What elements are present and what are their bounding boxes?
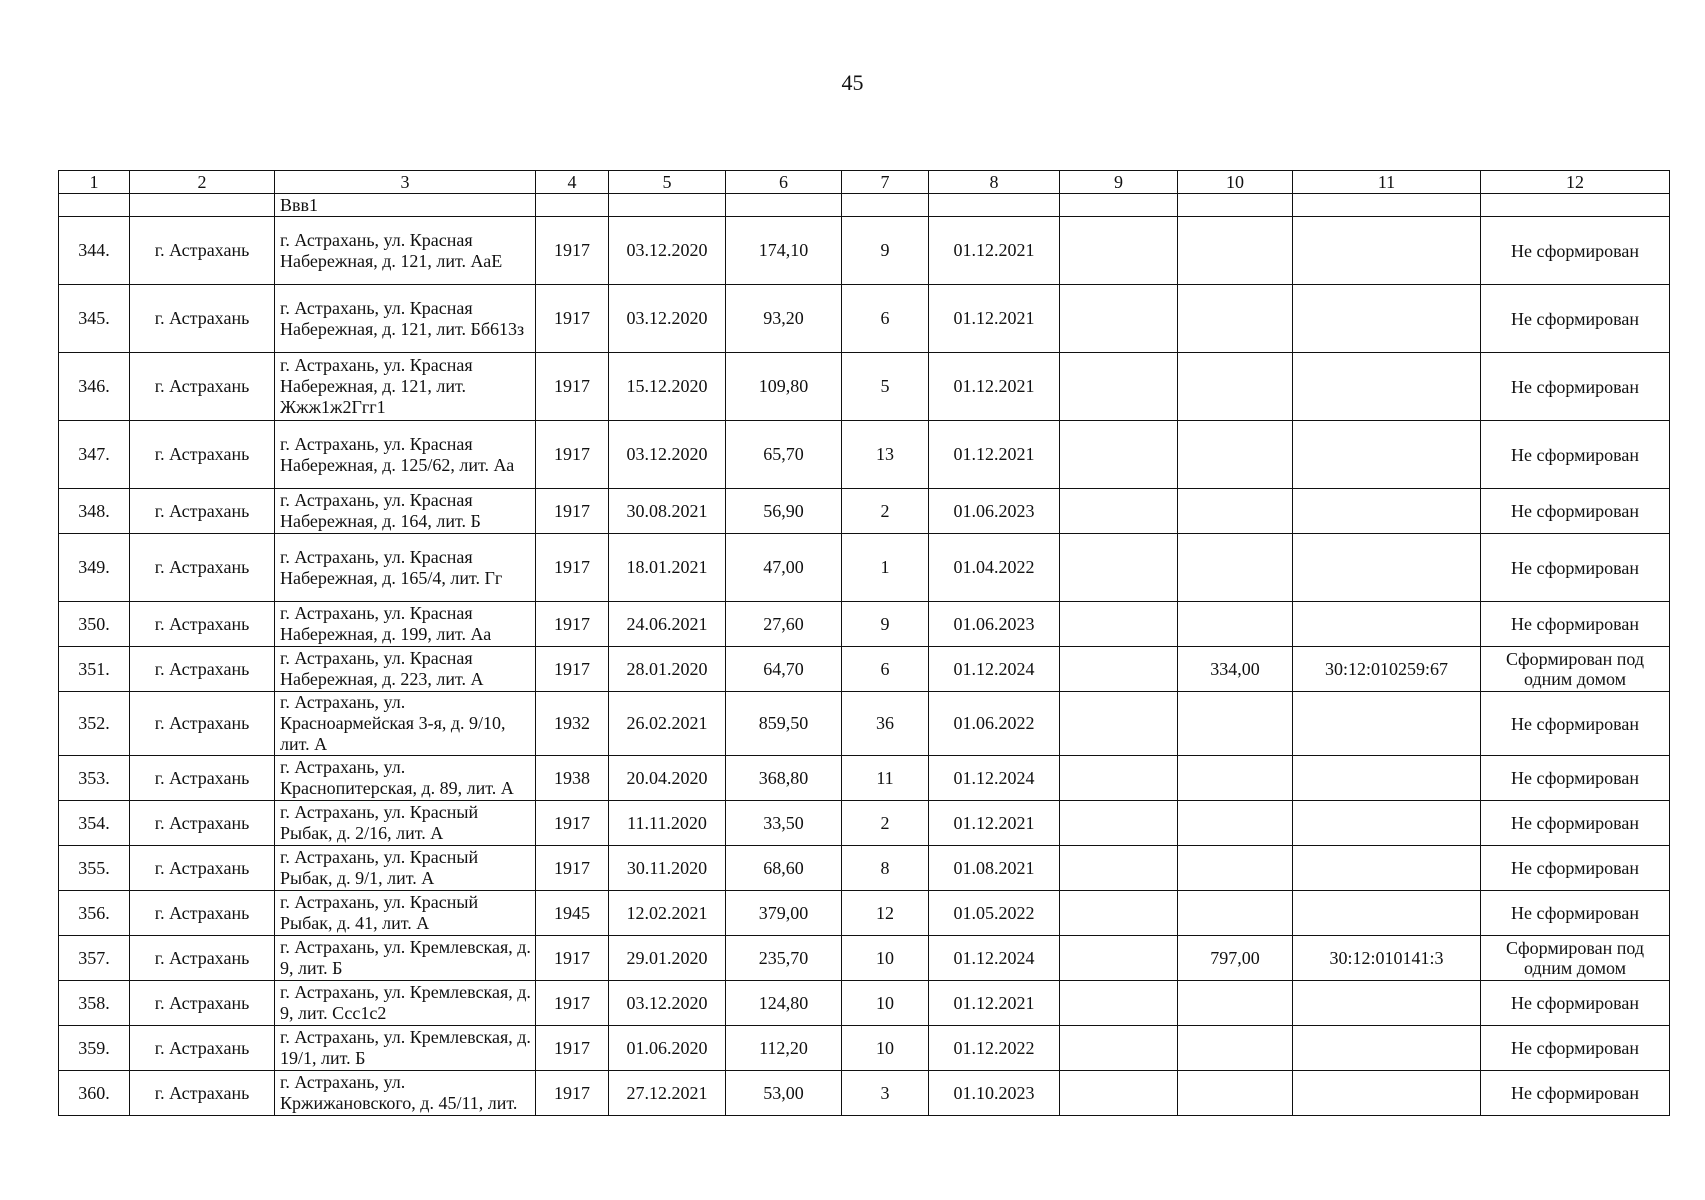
column-9-cell [1060, 1026, 1178, 1071]
date-cell: 03.12.2020 [609, 217, 726, 285]
area-cell: 124,80 [726, 981, 842, 1026]
row-number-cell: 355. [59, 846, 130, 891]
column-9-cell [1060, 217, 1178, 285]
date-cell: 03.12.2020 [609, 981, 726, 1026]
land-area-cell [1178, 217, 1293, 285]
cadastral-number-cell [1293, 801, 1481, 846]
cadastral-number-cell [1293, 1026, 1481, 1071]
cadastral-number-cell [1293, 756, 1481, 801]
count-cell: 12 [842, 891, 929, 936]
city-cell: г. Астрахань [130, 489, 275, 534]
address-cell: г. Астрахань, ул. Красная Набережная, д. 125/62, лит. Аа [275, 421, 536, 489]
cadastral-number-cell [1293, 602, 1481, 647]
count-cell: 6 [842, 647, 929, 692]
column-header: 6 [726, 171, 842, 194]
date-cell: 15.12.2020 [609, 353, 726, 421]
year-cell: 1917 [536, 421, 609, 489]
year-cell: 1938 [536, 756, 609, 801]
column-header: 4 [536, 171, 609, 194]
year-cell: 1917 [536, 602, 609, 647]
city-cell: г. Астрахань [130, 534, 275, 602]
table-row [59, 756, 1670, 801]
address-cell: г. Астрахань, ул. Кремлевская, д. 19/1, лит. Б [275, 1026, 536, 1071]
table-row [59, 846, 1670, 891]
row-number-cell: 351. [59, 647, 130, 692]
count-cell: 13 [842, 421, 929, 489]
date-cell: 24.06.2021 [609, 602, 726, 647]
cadastral-number-cell [1293, 353, 1481, 421]
row-number-cell: 356. [59, 891, 130, 936]
area-cell: 68,60 [726, 846, 842, 891]
count-cell: 9 [842, 217, 929, 285]
date-cell: 18.01.2021 [609, 534, 726, 602]
cadastral-number-cell [1293, 217, 1481, 285]
cadastral-number-cell: 30:12:010141:3 [1293, 936, 1481, 981]
status-cell: Не сформирован [1481, 353, 1670, 421]
year-cell: 1917 [536, 217, 609, 285]
table-row [59, 489, 1670, 534]
deadline-cell: 01.04.2022 [929, 534, 1060, 602]
status-cell: Не сформирован [1481, 217, 1670, 285]
table-row [59, 936, 1670, 981]
cadastral-number-cell [1293, 534, 1481, 602]
status-cell: Не сформирован [1481, 1026, 1670, 1071]
count-cell: 8 [842, 846, 929, 891]
land-area-cell [1178, 692, 1293, 756]
count-cell: 9 [842, 602, 929, 647]
row-number-cell: 344. [59, 217, 130, 285]
table-row [59, 353, 1670, 421]
column-header: 8 [929, 171, 1060, 194]
column-header: 7 [842, 171, 929, 194]
area-cell: 64,70 [726, 647, 842, 692]
row-number-cell: 350. [59, 602, 130, 647]
deadline-cell: 01.12.2021 [929, 981, 1060, 1026]
status-cell: Не сформирован [1481, 981, 1670, 1026]
area-cell: 53,00 [726, 1071, 842, 1116]
area-cell: 379,00 [726, 891, 842, 936]
address-cell: г. Астрахань, ул. Красная Набережная, д. 121, лит. Жжж1ж2Ггг1 [275, 353, 536, 421]
status-cell: Не сформирован [1481, 489, 1670, 534]
deadline-cell: 01.06.2023 [929, 602, 1060, 647]
address-cell: г. Астрахань, ул. Кремлевская, д. 9, лит. Б [275, 936, 536, 981]
deadline-cell: 01.08.2021 [929, 846, 1060, 891]
city-cell: г. Астрахань [130, 421, 275, 489]
date-cell: 03.12.2020 [609, 421, 726, 489]
carry-over-row [59, 194, 1670, 217]
city-cell: г. Астрахань [130, 846, 275, 891]
table-row [59, 1071, 1670, 1116]
date-cell: 30.08.2021 [609, 489, 726, 534]
row-number-cell: 346. [59, 353, 130, 421]
land-area-cell [1178, 891, 1293, 936]
table-row [59, 421, 1670, 489]
year-cell: 1945 [536, 891, 609, 936]
area-cell: 47,00 [726, 534, 842, 602]
status-cell: Не сформирован [1481, 1071, 1670, 1116]
area-cell: 93,20 [726, 285, 842, 353]
row-number-cell: 357. [59, 936, 130, 981]
table-row [59, 692, 1670, 756]
status-cell: Не сформирован [1481, 756, 1670, 801]
land-area-cell [1178, 534, 1293, 602]
row-number-cell: 345. [59, 285, 130, 353]
year-cell: 1917 [536, 846, 609, 891]
city-cell: г. Астрахань [130, 1026, 275, 1071]
count-cell: 1 [842, 534, 929, 602]
date-cell: 12.02.2021 [609, 891, 726, 936]
area-cell: 235,70 [726, 936, 842, 981]
year-cell: 1917 [536, 647, 609, 692]
year-cell: 1917 [536, 285, 609, 353]
land-area-cell [1178, 1026, 1293, 1071]
column-9-cell [1060, 936, 1178, 981]
table-row [59, 217, 1670, 285]
column-9-cell [1060, 756, 1178, 801]
area-cell: 109,80 [726, 353, 842, 421]
row-number-cell: 352. [59, 692, 130, 756]
status-cell: Не сформирован [1481, 801, 1670, 846]
year-cell: 1917 [536, 1071, 609, 1116]
address-cell: г. Астрахань, ул. Красная Набережная, д. 199, лит. Аа [275, 602, 536, 647]
date-cell: 26.02.2021 [609, 692, 726, 756]
cadastral-number-cell [1293, 891, 1481, 936]
column-9-cell [1060, 692, 1178, 756]
land-area-cell [1178, 602, 1293, 647]
year-cell: 1917 [536, 489, 609, 534]
deadline-cell: 01.12.2021 [929, 217, 1060, 285]
status-cell: Не сформирован [1481, 891, 1670, 936]
land-area-cell [1178, 756, 1293, 801]
date-cell: 28.01.2020 [609, 647, 726, 692]
deadline-cell: 01.06.2023 [929, 489, 1060, 534]
column-9-cell [1060, 647, 1178, 692]
land-area-cell: 334,00 [1178, 647, 1293, 692]
year-cell: 1917 [536, 534, 609, 602]
area-cell: 368,80 [726, 756, 842, 801]
status-cell: Не сформирован [1481, 534, 1670, 602]
column-9-cell [1060, 534, 1178, 602]
date-cell: 01.06.2020 [609, 1026, 726, 1071]
count-cell: 2 [842, 801, 929, 846]
cadastral-number-cell: 30:12:010259:67 [1293, 647, 1481, 692]
column-9-cell [1060, 489, 1178, 534]
deadline-cell: 01.12.2024 [929, 756, 1060, 801]
row-number-cell: 359. [59, 1026, 130, 1071]
address-cell: г. Астрахань, ул. Кремлевская, д. 9, лит. Ссс1с2 [275, 981, 536, 1026]
page-number: 45 [841, 70, 864, 95]
city-cell: г. Астрахань [130, 801, 275, 846]
column-9-cell [1060, 891, 1178, 936]
area-cell: 112,20 [726, 1026, 842, 1071]
address-cell: г. Астрахань, ул. Красная Набережная, д. 121, лит. АаЕ [275, 217, 536, 285]
city-cell: г. Астрахань [130, 936, 275, 981]
address-cell: г. Астрахань, ул. Красноармейская 3-я, д. 9/10, лит. А [275, 692, 536, 756]
deadline-cell: 01.12.2021 [929, 421, 1060, 489]
area-cell: 65,70 [726, 421, 842, 489]
row-number-cell: 358. [59, 981, 130, 1026]
count-cell: 6 [842, 285, 929, 353]
column-header: 11 [1293, 171, 1481, 194]
column-9-cell [1060, 421, 1178, 489]
deadline-cell: 01.06.2022 [929, 692, 1060, 756]
column-9-cell [1060, 602, 1178, 647]
city-cell: г. Астрахань [130, 217, 275, 285]
address-cell: г. Астрахань, ул. Краснопитерская, д. 89, лит. А [275, 756, 536, 801]
date-cell: 30.11.2020 [609, 846, 726, 891]
address-cell: г. Астрахань, ул. Красная Набережная, д. 165/4, лит. Гг [275, 534, 536, 602]
address-cell: г. Астрахань, ул. Кржижановского, д. 45/11, лит. [275, 1071, 536, 1116]
column-header: 3 [275, 171, 536, 194]
area-cell: 56,90 [726, 489, 842, 534]
cadastral-number-cell [1293, 421, 1481, 489]
deadline-cell: 01.12.2021 [929, 801, 1060, 846]
row-number-cell: 348. [59, 489, 130, 534]
column-header: 12 [1481, 171, 1670, 194]
status-cell: Не сформирован [1481, 421, 1670, 489]
table-row [59, 285, 1670, 353]
city-cell: г. Астрахань [130, 891, 275, 936]
row-number-cell: 349. [59, 534, 130, 602]
land-area-cell [1178, 1071, 1293, 1116]
deadline-cell: 01.12.2021 [929, 285, 1060, 353]
column-9-cell [1060, 1071, 1178, 1116]
year-cell: 1917 [536, 353, 609, 421]
land-area-cell: 797,00 [1178, 936, 1293, 981]
date-cell: 11.11.2020 [609, 801, 726, 846]
table-row [59, 602, 1670, 647]
deadline-cell: 01.12.2024 [929, 936, 1060, 981]
year-cell: 1917 [536, 1026, 609, 1071]
address-cell: г. Астрахань, ул. Красная Набережная, д. 223, лит. А [275, 647, 536, 692]
land-area-cell [1178, 801, 1293, 846]
land-area-cell [1178, 489, 1293, 534]
status-cell: Не сформирован [1481, 692, 1670, 756]
address-cell: г. Астрахань, ул. Красный Рыбак, д. 41, лит. А [275, 891, 536, 936]
count-cell: 10 [842, 936, 929, 981]
column-9-cell [1060, 981, 1178, 1026]
year-cell: 1917 [536, 936, 609, 981]
column-header: 10 [1178, 171, 1293, 194]
count-cell: 3 [842, 1071, 929, 1116]
city-cell: г. Астрахань [130, 981, 275, 1026]
land-area-cell [1178, 981, 1293, 1026]
city-cell: г. Астрахань [130, 285, 275, 353]
address-cell: г. Астрахань, ул. Красный Рыбак, д. 9/1, лит. А [275, 846, 536, 891]
deadline-cell: 01.12.2022 [929, 1026, 1060, 1071]
cadastral-number-cell [1293, 692, 1481, 756]
city-cell: г. Астрахань [130, 647, 275, 692]
table-row [59, 647, 1670, 692]
date-cell: 03.12.2020 [609, 285, 726, 353]
column-number-row [59, 171, 1670, 194]
table-row [59, 981, 1670, 1026]
city-cell: г. Астрахань [130, 756, 275, 801]
address-cell: г. Астрахань, ул. Красный Рыбак, д. 2/16, лит. А [275, 801, 536, 846]
column-header: 9 [1060, 171, 1178, 194]
deadline-cell: 01.10.2023 [929, 1071, 1060, 1116]
city-cell: г. Астрахань [130, 1071, 275, 1116]
land-area-cell [1178, 285, 1293, 353]
count-cell: 5 [842, 353, 929, 421]
cadastral-number-cell [1293, 1071, 1481, 1116]
column-header: 5 [609, 171, 726, 194]
column-9-cell [1060, 285, 1178, 353]
count-cell: 10 [842, 981, 929, 1026]
count-cell: 2 [842, 489, 929, 534]
land-area-cell [1178, 353, 1293, 421]
status-cell: Сформирован под одним домом [1481, 647, 1670, 692]
cadastral-number-cell [1293, 981, 1481, 1026]
city-cell: г. Астрахань [130, 602, 275, 647]
status-cell: Не сформирован [1481, 846, 1670, 891]
city-cell: г. Астрахань [130, 353, 275, 421]
date-cell: 29.01.2020 [609, 936, 726, 981]
city-cell: г. Астрахань [130, 692, 275, 756]
status-cell: Не сформирован [1481, 285, 1670, 353]
cadastral-number-cell [1293, 846, 1481, 891]
row-number-cell: 354. [59, 801, 130, 846]
address-cell: г. Астрахань, ул. Красная Набережная, д. 164, лит. Б [275, 489, 536, 534]
year-cell: 1932 [536, 692, 609, 756]
cadastral-number-cell [1293, 285, 1481, 353]
area-cell: 859,50 [726, 692, 842, 756]
row-number-cell: 360. [59, 1071, 130, 1116]
count-cell: 36 [842, 692, 929, 756]
land-area-cell [1178, 846, 1293, 891]
date-cell: 20.04.2020 [609, 756, 726, 801]
date-cell: 27.12.2021 [609, 1071, 726, 1116]
column-9-cell [1060, 846, 1178, 891]
land-area-cell [1178, 421, 1293, 489]
cadastral-number-cell [1293, 489, 1481, 534]
status-cell: Не сформирован [1481, 602, 1670, 647]
housing-registry-table [58, 170, 1670, 1116]
row-number-cell: 353. [59, 756, 130, 801]
address-cell: г. Астрахань, ул. Красная Набережная, д. 121, лит. Бб613з [275, 285, 536, 353]
deadline-cell: 01.12.2024 [929, 647, 1060, 692]
table-row [59, 534, 1670, 602]
column-9-cell [1060, 353, 1178, 421]
column-header: 2 [130, 171, 275, 194]
year-cell: 1917 [536, 801, 609, 846]
area-cell: 33,50 [726, 801, 842, 846]
area-cell: 174,10 [726, 217, 842, 285]
status-cell: Сформирован под одним домом [1481, 936, 1670, 981]
deadline-cell: 01.12.2021 [929, 353, 1060, 421]
column-header: 1 [59, 171, 130, 194]
table-row [59, 801, 1670, 846]
count-cell: 10 [842, 1026, 929, 1071]
area-cell: 27,60 [726, 602, 842, 647]
table-row [59, 891, 1670, 936]
column-9-cell [1060, 801, 1178, 846]
table-row [59, 1026, 1670, 1071]
year-cell: 1917 [536, 981, 609, 1026]
count-cell: 11 [842, 756, 929, 801]
row-number-cell: 347. [59, 421, 130, 489]
carry-over-address: Ввв1 [275, 194, 536, 217]
deadline-cell: 01.05.2022 [929, 891, 1060, 936]
